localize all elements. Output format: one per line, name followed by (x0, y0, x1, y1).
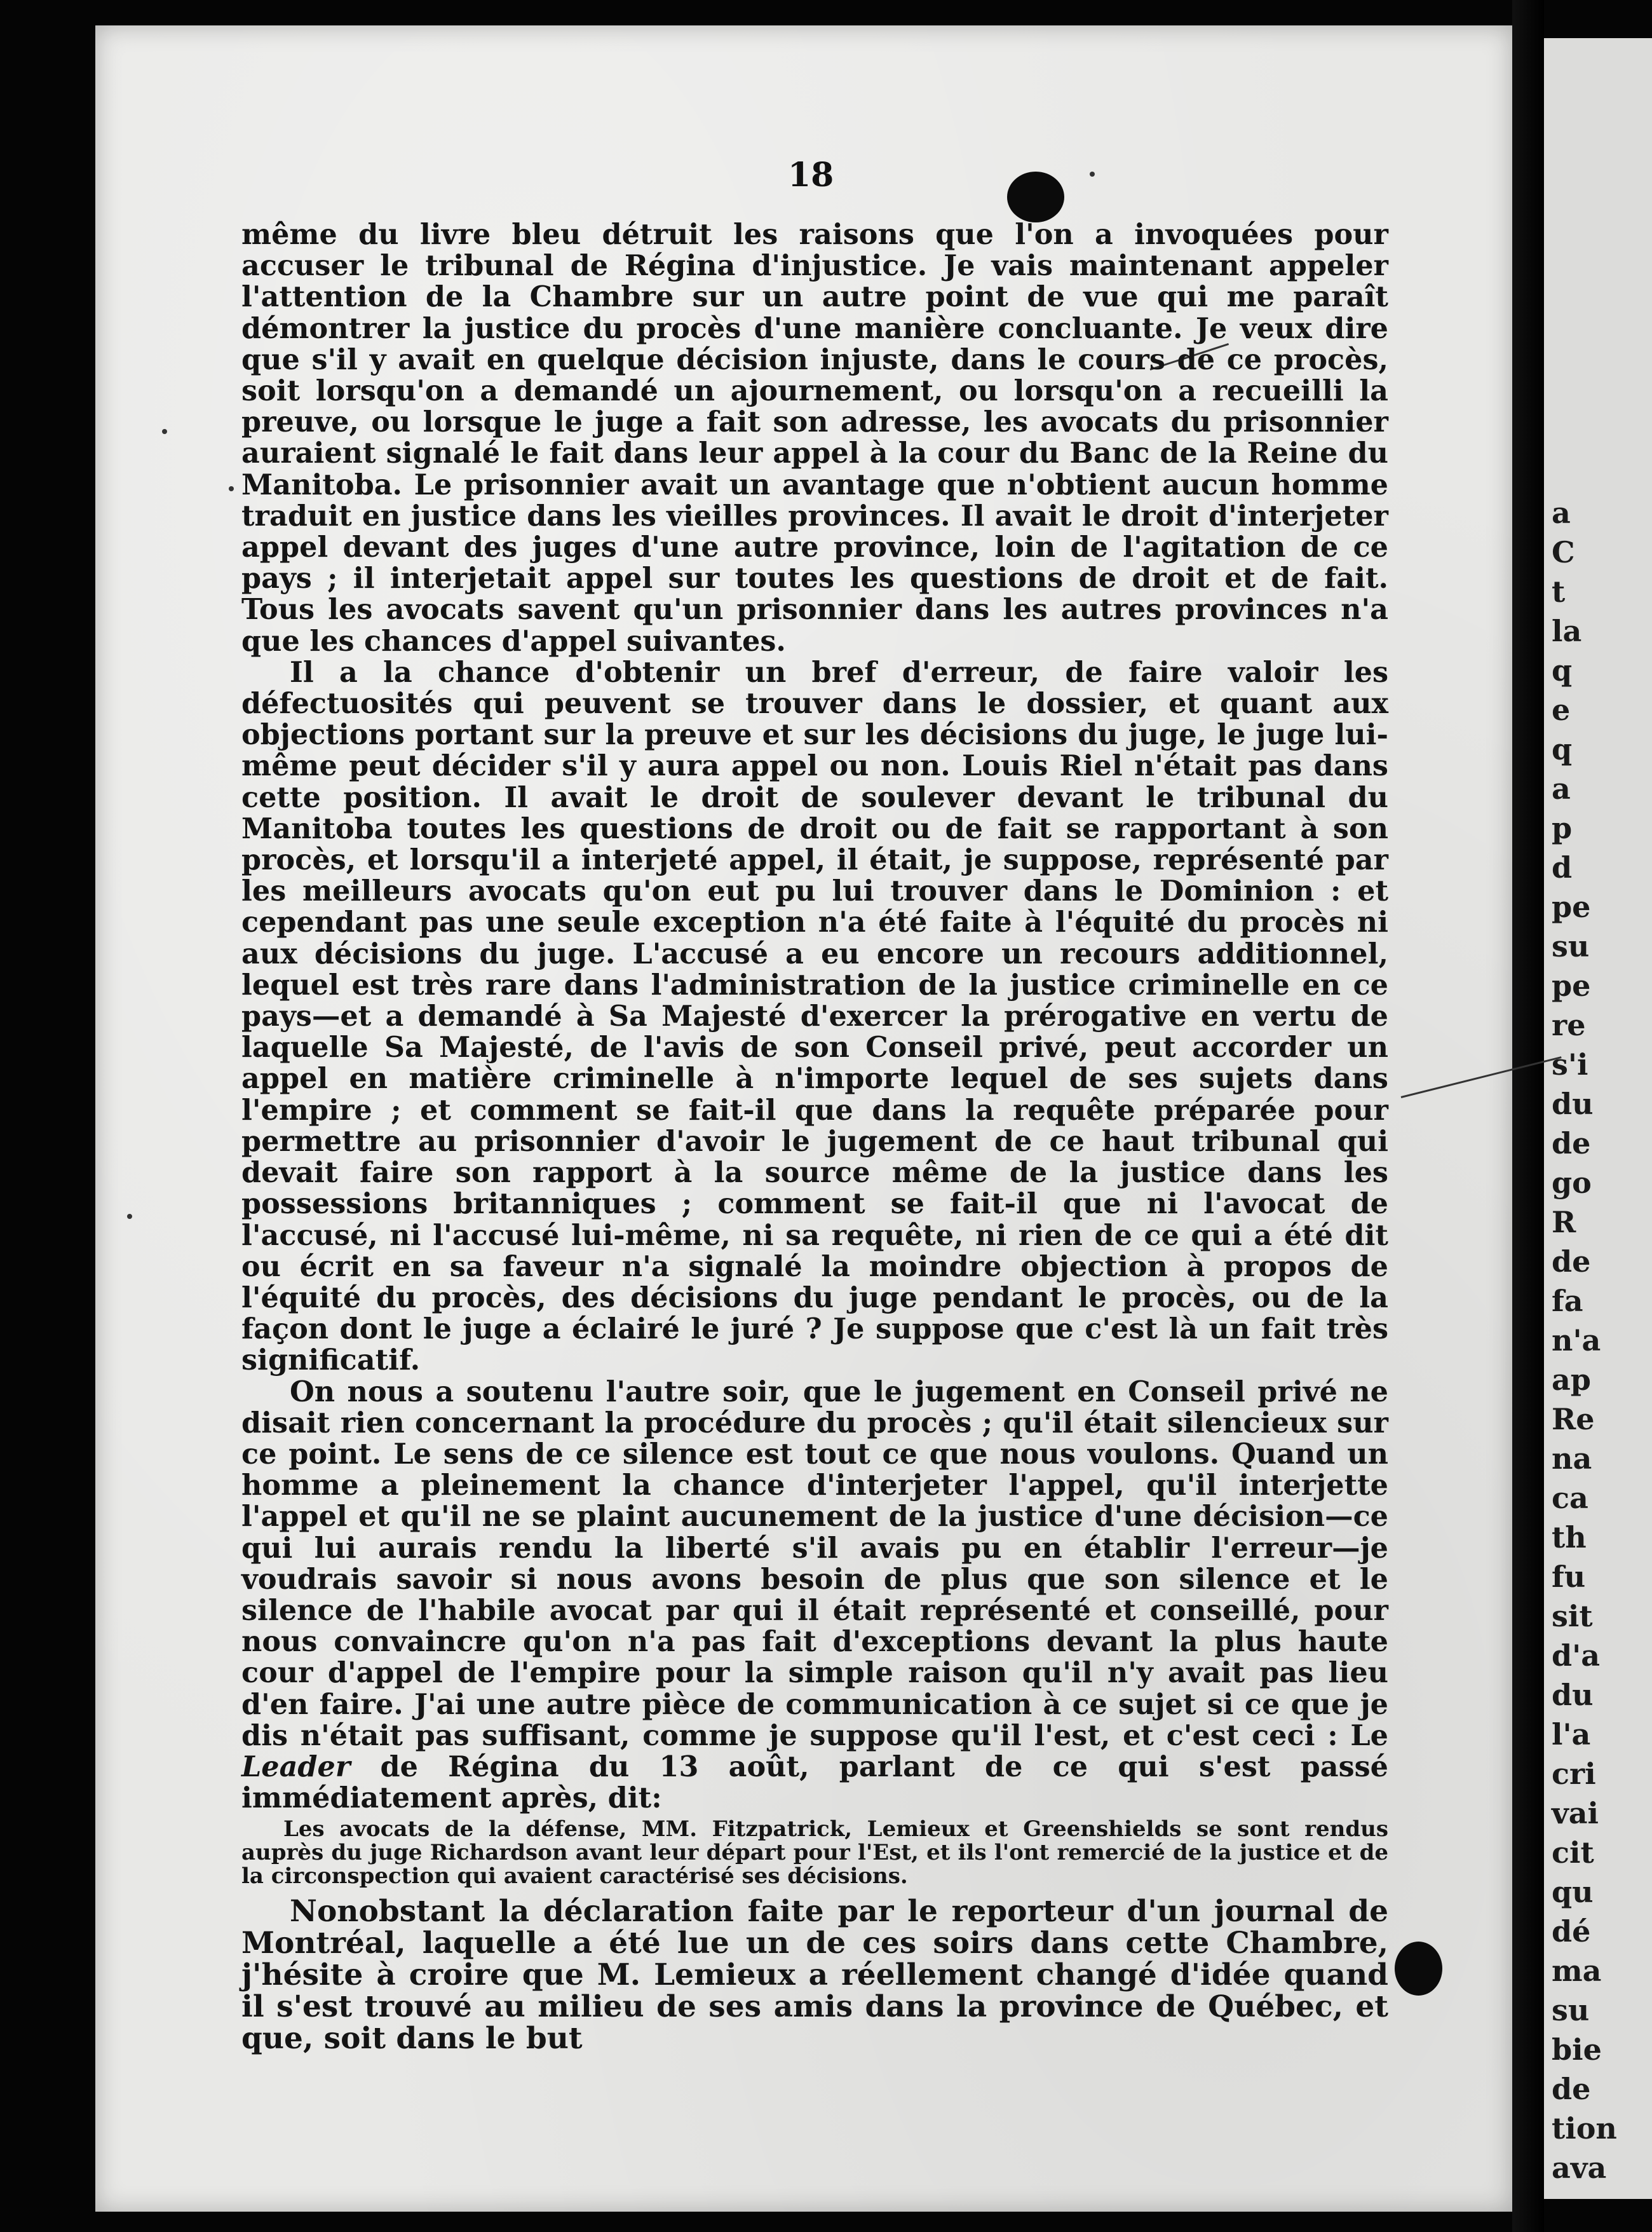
ink-blot (1395, 1942, 1442, 1996)
adjacent-page-fragment: e (1552, 693, 1571, 727)
adjacent-page-fragment: de (1552, 1244, 1591, 1279)
adjacent-page-fragment: d (1552, 850, 1573, 885)
adjacent-page-fragment: la (1552, 614, 1582, 648)
adjacent-page-fragment: du (1552, 1678, 1594, 1712)
block-quote: Les avocats de la défense, MM. Fitzpatrick, Lemieux et Greenshields se sont rendus auprès du juge Richardson avant leur départ pour l'Est, et ils l'ont remercié de la justice et de la circonspection qui avaient caractérisé ses décisions. (241, 1816, 1388, 1889)
page-gutter (1512, 0, 1544, 2232)
adjacent-page-fragment: l'a (1552, 1717, 1591, 1752)
leader-before: Le (1350, 1718, 1388, 1752)
adjacent-page-fragment: bie (1552, 2032, 1602, 2067)
adjacent-page-fragment: su (1552, 1993, 1590, 2027)
paragraph: même du livre bleu détruit les raisons que l'on a invoquées pour accuser le tribunal de Régina d'injustice. Je vais maintenant appeler l'attention de la Chambre sur un autre point de vue qui me paraît démontrer la justice du procès d'une manière concluante. Je veux dire que s'il y avait en quelque décision injuste, dans le cours de ce procès, soit lorsqu'on a demandé un ajournement, ou lorsqu'on a recueilli la preuve, ou lorsque le juge a fait son adresse, les avocats du prisonnier auraient signalé le fait dans leur appel à la cour du Banc de la Reine du Manitoba. Le prisonnier avait un avantage que n'obtient aucun homme traduit en justice dans les vieilles provinces. Il avait le droit d'interjeter appel devant des juges d'une autre province, loin de l'agitation de ce pays ; il interjetait appel sur toutes les questions de droit et de fait. Tous les avocats savent qu'un prisonnier dans les autres provinces n'a que les chances d'appel suivantes. (241, 218, 1388, 658)
adjacent-page-fragment: a (1552, 772, 1571, 806)
adjacent-page-fragment: n'a (1552, 1323, 1601, 1358)
page-number: 18 (788, 156, 834, 194)
adjacent-page-fragment: re (1552, 1008, 1586, 1042)
paragraph: Nonobstant la déclaration faite par le reporteur d'un journal de Montréal, laquelle a été lue un de ces soirs dans cette Chambre, j'hésite à croire que M. Lemieux a réellement changé d'idée quand il s'est trouvé au milieu de ses amis dans la province de Québec, et que, soit dans le but (241, 1894, 1388, 2057)
adjacent-page-fragment: s'i (1552, 1047, 1588, 1082)
adjacent-page-fragment: cit (1552, 1835, 1594, 1870)
adjacent-page-fragment: t (1552, 575, 1566, 609)
ink-blot (1007, 172, 1064, 222)
adjacent-page-fragment: a (1552, 496, 1571, 530)
adjacent-page-edge (1544, 38, 1652, 2199)
adjacent-page-fragment: pe (1552, 890, 1591, 924)
adjacent-page-fragment: q (1552, 732, 1573, 766)
adjacent-page-fragment: pe (1552, 969, 1591, 1003)
adjacent-page-fragment: cri (1552, 1757, 1596, 1791)
paragraph-text: On nous a soutenu l'autre soir, que le jugement en Conseil privé ne disait rien concernant la procédure du procès ; qu'il était silencieux sur ce point. Le sens de ce silence est tout ce que nous voulons. Quand un homme a pleinement la chance d'interjeter l'appel, qu'il interjette l'appel et qu'il ne se plaint aucunement de la justice d'une décision—ce qui lui aurais rendu la liberté s'il avais pu en établir l'erreur—je voudrais savoir si nous avons besoin de plus que son silence et le silence de l'habile avocat par qui il était représenté et conseillé, pour nous convaincre qu'on n'a pas fait d'exceptions devant la plus haute cour d'appel de l'empire pour la simple raison qu'il n'y avait pas lieu d'en faire. J'ai une autre pièce de communication à ce sujet si ce que je dis n'était pas suffisant, comme je suppose qu'il l'est, et c'est ceci : (241, 1375, 1388, 1752)
adjacent-page-fragment: ap (1552, 1363, 1591, 1397)
adjacent-page-fragment: de (1552, 2072, 1591, 2106)
paragraph (241, 1377, 1388, 1814)
adjacent-page-fragment: qu (1552, 1875, 1594, 1909)
adjacent-page-fragment: tion (1552, 2111, 1617, 2146)
adjacent-page-fragment: d'a (1552, 1638, 1601, 1673)
leader-after: de Régina du 13 août, parlant de ce qui s'est passé immédiatement après, dit: (241, 1750, 1388, 1815)
adjacent-page-fragment: sit (1552, 1599, 1593, 1633)
adjacent-page-fragment: R (1552, 1205, 1576, 1239)
adjacent-page-fragment: go (1552, 1166, 1592, 1200)
adjacent-page-fragment: Re (1552, 1402, 1595, 1436)
adjacent-page-fragment: ma (1552, 1954, 1602, 1988)
adjacent-page-fragment: du (1552, 1087, 1594, 1121)
adjacent-page-fragment: de (1552, 1126, 1591, 1160)
adjacent-page-fragment: fa (1552, 1284, 1583, 1318)
speck (1090, 172, 1095, 177)
adjacent-page-fragment: su (1552, 929, 1590, 963)
adjacent-page-fragment: p (1552, 811, 1573, 845)
speck (127, 1214, 132, 1219)
speck (162, 429, 167, 434)
adjacent-page-fragment: na (1552, 1441, 1592, 1476)
adjacent-page-fragment: vai (1552, 1796, 1599, 1830)
body-text (241, 219, 1388, 2055)
adjacent-page-fragment: th (1552, 1520, 1587, 1555)
speck (229, 486, 234, 491)
adjacent-page-fragment: dé (1552, 1914, 1591, 1949)
adjacent-page-fragment: ca (1552, 1481, 1588, 1515)
adjacent-page-fragment: ava (1552, 2151, 1607, 2185)
paragraph: Il a la chance d'obtenir un bref d'erreur, de faire valoir les défectuosités qui peuvent se trouver dans le dossier, et quant aux objections portant sur la preuve et sur les décisions du juge, le juge lui-même peut décider s'il y aura appel ou non. Louis Riel n'était pas dans cette position. Il avait le droit de soulever devant le tribunal du Manitoba toutes les questions de droit ou de fait se rapportant à son procès, et lorsqu'il a interjeté appel, il était, je suppose, représenté par les meilleurs avocats qu'on eut pu lui trouver dans le Dominion : et cependant pas une seule exception n'a été faite à l'équité du procès ni aux décisions du juge. L'accusé a eu encore un recours additionnel, lequel est très rare dans l'administration de la justice criminelle en ce pays—et a demandé à Sa Majesté d'exercer la prérogative en vertu de laquelle Sa Majesté, de l'avis de son Conseil privé, peut accorder un appel en matière criminelle à n'importe lequel de ses sujets dans l'empire ; et comment se fait-il que dans la requête préparée pour permettre au prisonnier d'avoir le jugement de ce haut tribunal qui devait faire son rapport à la source même de la justice dans les possessions britanniques ; comment se fait-il que ni l'avocat de l'accusé, ni l'accusé lui-même, ni sa requête, ni rien de ce qui a été dit ou écrit en sa faveur n'a signalé la moindre objection à propos de l'équité du procès, des décisions du juge pendant le procès, ou de la façon dont le juge a éclairé le juré ? Je suppose que c'est là un fait très significatif. (241, 655, 1388, 1377)
newspaper-title: Leader (241, 1750, 351, 1783)
adjacent-page-fragment: q (1552, 653, 1573, 688)
adjacent-page-fragment: C (1552, 535, 1575, 569)
adjacent-page-fragment: fu (1552, 1560, 1586, 1594)
